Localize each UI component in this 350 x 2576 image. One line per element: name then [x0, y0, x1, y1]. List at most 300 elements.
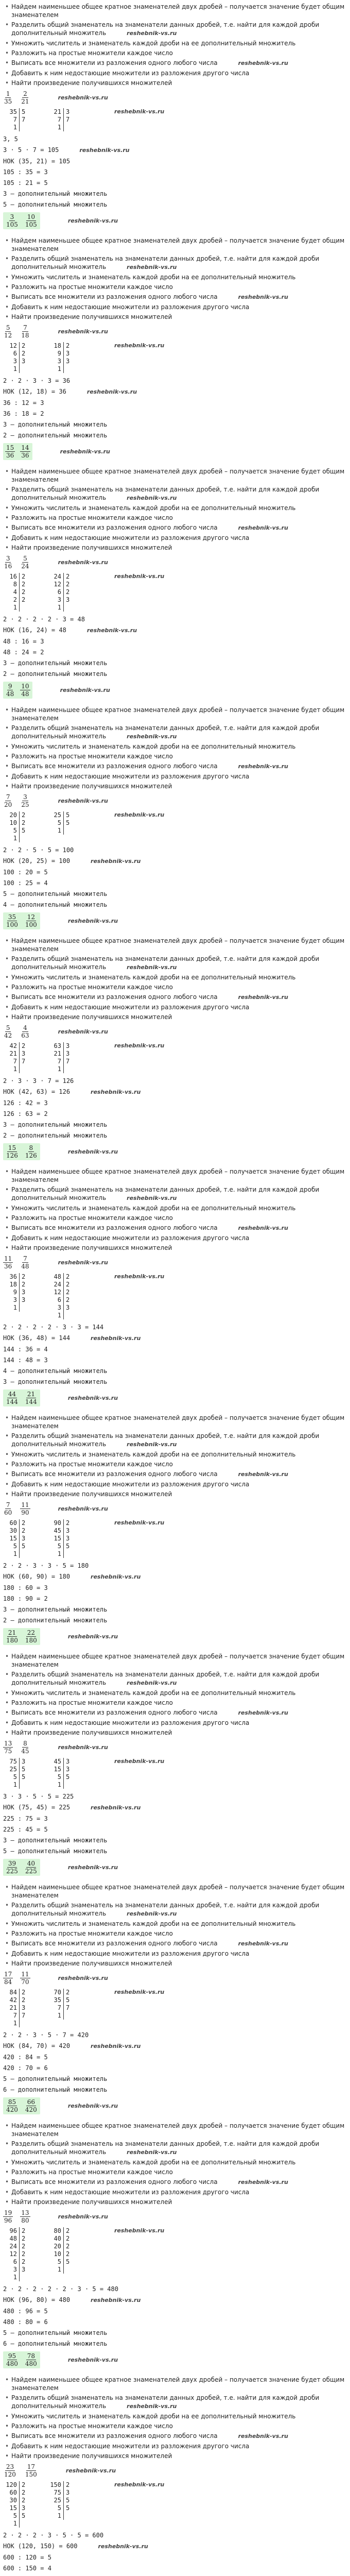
factorization-tables — [5, 811, 347, 842]
algorithm-step — [3, 2178, 347, 2187]
fraction-denominator: 420 — [6, 2106, 18, 2113]
fraction-numerator: 11 — [21, 1971, 29, 1978]
algorithm-step-text: Разделить общий знаменатель на знаменатели данных дробей, т.е. найти для каждой дроби дополнительный множитель — [11, 1432, 320, 1448]
fraction — [24, 1860, 38, 1875]
prime-factor — [20, 1304, 29, 1312]
factor-value: 6 — [49, 588, 64, 596]
fraction-numerator: 5 — [6, 324, 10, 331]
algorithm-step-text: Выписать все множители из разложения одного любого числа — [11, 524, 218, 531]
watermark: reshebnik-vs.ru — [127, 2149, 177, 2156]
factorization-table — [49, 1042, 73, 1073]
factor-value: 12 — [49, 1289, 64, 1296]
algorithm-list — [3, 1167, 347, 1252]
prime-factor: 3 — [66, 108, 70, 115]
calc-line-text: 100 : 25 = 4 — [3, 879, 48, 887]
fraction — [20, 1971, 30, 1986]
factorization-table — [5, 108, 29, 131]
prime-factor: 3 — [66, 1304, 70, 1311]
algorithm-step-text: Выписать все множители из разложения одного любого числа — [11, 293, 218, 300]
fraction-denominator: 20 — [4, 801, 12, 808]
prime-factor: 3 — [66, 1042, 70, 1049]
source-fractions — [3, 90, 347, 105]
calc-line-text: 105 : 35 = 3 — [3, 168, 48, 176]
fraction-denominator: 180 — [6, 1637, 18, 1644]
fraction — [5, 444, 15, 459]
factor-value: 70 — [49, 1989, 64, 1996]
prime-factor: 5 — [66, 1773, 70, 1781]
calc-line-text: 144 : 36 = 4 — [3, 1346, 48, 1353]
prime-factor: 2 — [22, 1042, 26, 1049]
fraction — [24, 2463, 38, 2478]
calc-line — [3, 615, 347, 624]
factor-value: 40 — [49, 2235, 64, 2243]
prime-factor: 2 — [22, 588, 26, 596]
prime-factor: 3 — [22, 1296, 26, 1303]
prime-factor: 3 — [22, 1050, 26, 1057]
prime-factor — [64, 827, 73, 835]
prime-factor: 3 — [22, 2004, 26, 2011]
result-row — [3, 2351, 347, 2368]
calc-line — [3, 157, 347, 166]
extra-multiplier-text: 3 – дополнительный множитель — [3, 421, 108, 428]
watermark: reshebnik-vs.ru — [58, 1259, 108, 1266]
prime-factor: 7 — [22, 116, 26, 123]
factor-value: 150 — [49, 2481, 64, 2489]
algorithm-step — [3, 1929, 347, 1938]
fraction-numerator: 15 — [8, 1144, 16, 1151]
algorithm-step — [3, 1699, 347, 1707]
factor-value: 48 — [49, 1273, 64, 1281]
result-fractions — [3, 1143, 40, 1160]
factor-value: 6 — [5, 350, 20, 358]
solution-block — [3, 1414, 347, 1645]
calc-line-text: 420 : 70 = 6 — [3, 2064, 48, 2072]
calc-line-text: 2 · 2 · 2 · 2 · 3 · 3 = 144 — [3, 1324, 104, 1331]
watermark: reshebnik-vs.ru — [58, 798, 108, 804]
algorithm-step-text: Найдем наименьшее общее кратное знаменателей двух дробей – получается значение будет общим знаменателем — [11, 237, 345, 252]
prime-factor: 3 — [66, 350, 70, 357]
extra-multiplier-text: 6 – дополнительный множитель — [3, 2086, 108, 2093]
calc-line-text: 600 : 120 = 5 — [3, 2554, 51, 2561]
extra-multiplier-line — [3, 2085, 347, 2094]
solution-block — [3, 2122, 347, 2368]
prime-factor: 3 — [22, 1535, 26, 1542]
algorithm-step-text: Найти произведение получившихся множителей — [11, 2198, 172, 2206]
watermark: reshebnik-vs.ru — [91, 1335, 141, 1342]
watermark: reshebnik-vs.ru — [91, 1573, 141, 1580]
factor-value: 5 — [5, 1773, 20, 1781]
fraction-denominator: 105 — [6, 221, 18, 228]
fraction-numerator: 23 — [6, 2463, 14, 2470]
fraction-denominator: 48 — [6, 690, 14, 698]
prime-factor — [64, 2012, 73, 2020]
factor-value: 24 — [49, 573, 64, 581]
prime-factor — [20, 2020, 29, 2027]
fraction — [20, 1024, 30, 1039]
factor-value: 21 — [49, 108, 64, 116]
watermark: reshebnik-vs.ru — [127, 1910, 177, 1917]
extra-multiplier-line — [3, 1377, 347, 1386]
calc-line — [3, 1792, 347, 1801]
algorithm-step — [3, 79, 347, 87]
fraction — [20, 324, 30, 339]
algorithm-step — [3, 983, 347, 991]
prime-factor — [64, 1312, 73, 1319]
algorithm-step — [3, 1883, 347, 1900]
factor-value: 30 — [5, 2497, 20, 2504]
fraction-numerator: 40 — [27, 1860, 35, 1867]
watermark: reshebnik-vs.ru — [127, 1195, 177, 1201]
factor-value: 1 — [49, 2266, 64, 2274]
calc-line-text: 2 · 3 · 3 · 7 = 126 — [3, 1077, 74, 1084]
source-fractions — [3, 1024, 347, 1039]
algorithm-step — [3, 2122, 347, 2138]
fraction-numerator: 5 — [23, 555, 27, 562]
prime-factor: 3 — [22, 2504, 26, 2512]
algorithm-step — [3, 1414, 347, 1430]
algorithm-step — [3, 993, 347, 1002]
algorithm-step-text: Разложить на простые множители каждое число — [11, 984, 173, 991]
algorithm-step — [3, 973, 347, 981]
fraction-denominator: 105 — [25, 221, 37, 228]
factor-value: 12 — [5, 342, 20, 350]
fraction — [20, 1501, 30, 1516]
watermark: reshebnik-vs.ru — [114, 573, 165, 580]
calc-line — [3, 856, 347, 866]
algorithm-step-text: Найдем наименьшее общее кратное знаменателей двух дробей – получается значение будет общим знаменателем — [11, 1414, 345, 1430]
fraction-numerator: 21 — [8, 1629, 16, 1636]
factorization-table — [49, 811, 73, 835]
calc-line-text: 126 : 63 = 2 — [3, 1110, 48, 1117]
source-fractions — [3, 1740, 347, 1755]
algorithm-step-text: Умножить числитель и знаменатель каждой дроби на ее дополнительный множитель — [11, 40, 296, 47]
fraction — [3, 1501, 13, 1516]
result-row — [3, 912, 347, 929]
extra-multiplier-line — [3, 1846, 347, 1856]
calc-line — [3, 145, 347, 155]
prime-factor: 3 — [22, 1289, 26, 1296]
prime-factor: 5 — [66, 819, 70, 826]
factorization-table — [49, 342, 73, 373]
factor-value: 5 — [5, 1543, 20, 1550]
fraction — [5, 1391, 19, 1405]
watermark: reshebnik-vs.ru — [114, 1758, 165, 1765]
algorithm-step — [3, 1950, 347, 1958]
fraction-denominator: 36 — [4, 1263, 12, 1270]
algorithm-step-text: Найдем наименьшее общее кратное знаменателей двух дробей – получается значение будет общим знаменателем — [11, 468, 345, 483]
result-row — [3, 1628, 347, 1645]
factor-value: 42 — [5, 1996, 20, 2004]
watermark: reshebnik-vs.ru — [238, 294, 288, 300]
factor-value: 84 — [5, 1989, 20, 1996]
algorithm-step — [3, 1185, 347, 1202]
fraction-denominator: 36 — [21, 452, 29, 459]
watermark: reshebnik-vs.ru — [91, 858, 141, 865]
prime-factor: 5 — [22, 108, 26, 115]
prime-factor: 2 — [22, 1989, 26, 1996]
prime-factor: 2 — [22, 811, 26, 819]
prime-factor: 5 — [66, 2497, 70, 2504]
factor-value: 1 — [49, 365, 64, 373]
calc-line-text: 48 : 16 = 3 — [3, 638, 44, 645]
watermark: reshebnik-vs.ru — [67, 1864, 118, 1871]
fraction-denominator: 24 — [21, 563, 29, 570]
algorithm-step-text: Найдем наименьшее общее кратное знаменателей двух дробей – получается значение будет общим знаменателем — [11, 1884, 345, 1899]
algorithm-step-text: Разделить общий знаменатель на знаменатели данных дробей, т.е. найти для каждой дроби дополнительный множитель — [11, 2140, 320, 2156]
calc-line-text: 3 · 5 · 7 = 105 — [3, 146, 59, 154]
fraction-numerator: 3 — [23, 793, 27, 801]
algorithm-step — [3, 485, 347, 502]
algorithm-step — [3, 1003, 347, 1011]
prime-factor: 5 — [22, 1543, 26, 1550]
factor-value: 7 — [49, 1058, 64, 1065]
algorithm-step — [3, 514, 347, 522]
factor-value: 9 — [49, 350, 64, 358]
result-fractions — [3, 443, 32, 460]
algorithm-step-text: Выписать все множители из разложения одного любого числа — [11, 2432, 218, 2439]
factorization-table — [49, 1519, 73, 1558]
algorithm-step — [3, 706, 347, 722]
algorithm-step — [3, 1013, 347, 1021]
algorithm-step-text: Добавить к ним недостающие множители из разложения другого числа — [11, 2443, 250, 2450]
fraction-denominator: 45 — [21, 1748, 29, 1755]
algorithm-step — [3, 2158, 347, 2166]
algorithm-step-text: Умножить числитель и знаменатель каждой дроби на ее дополнительный множитель — [11, 2159, 296, 2166]
factor-value: 25 — [5, 1766, 20, 1773]
algorithm-step-text: Разделить общий знаменатель на знаменатели данных дробей, т.е. найти для каждой дроби дополнительный множитель — [11, 255, 320, 270]
calc-line-text: НОК (42, 63) = 126 — [3, 1088, 71, 1095]
algorithm-step-text: Умножить числитель и знаменатель каждой дроби на ее дополнительный множитель — [11, 1205, 296, 1212]
calc-line — [3, 2564, 347, 2573]
algorithm-step — [3, 1728, 347, 1737]
fraction — [24, 1629, 38, 1644]
algorithm-step — [3, 1234, 347, 1242]
fraction-numerator: 17 — [4, 1971, 12, 1978]
fraction-numerator: 66 — [27, 2098, 35, 2106]
prime-factor: 2 — [66, 581, 70, 588]
watermark: reshebnik-vs.ru — [238, 1225, 288, 1231]
algorithm-step — [3, 1204, 347, 1212]
calc-line-text: 225 : 75 = 3 — [3, 1815, 48, 1822]
fraction — [20, 444, 30, 459]
fraction — [3, 324, 13, 339]
factor-value: 80 — [49, 2227, 64, 2235]
result-fractions — [3, 1389, 40, 1406]
extra-multiplier-text: 5 – дополнительный множитель — [3, 2075, 108, 2082]
prime-factor: 7 — [66, 2004, 70, 2011]
watermark: reshebnik-vs.ru — [67, 1148, 118, 1155]
fraction-numerator: 3 — [6, 555, 10, 562]
watermark: reshebnik-vs.ru — [127, 1441, 177, 1448]
fraction — [5, 913, 19, 928]
extra-multiplier-text: 6 – дополнительный множитель — [3, 2340, 108, 2347]
fraction-denominator: 120 — [4, 2471, 16, 2478]
algorithm-step-text: Добавить к ним недостающие множители из разложения другого числа — [11, 1719, 250, 1726]
factor-value: 1 — [5, 1550, 20, 1558]
calc-line-text: НОК (35, 21) = 105 — [3, 158, 71, 165]
algorithm-step — [3, 303, 347, 311]
extra-multiplier-text: 2 – дополнительный множитель — [3, 432, 108, 439]
algorithm-step — [3, 1214, 347, 1222]
factor-value: 12 — [49, 581, 64, 588]
fraction — [20, 793, 30, 808]
algorithm-step-text: Найти произведение получившихся множителей — [11, 544, 172, 551]
calc-line-text: 36 : 18 = 2 — [3, 410, 44, 417]
factor-value: 1 — [49, 2012, 64, 2020]
extra-multiplier-line — [3, 431, 347, 440]
fraction-denominator: 144 — [25, 1398, 37, 1405]
algorithm-step — [3, 1652, 347, 1669]
calc-line — [3, 2053, 347, 2062]
algorithm-step — [3, 1939, 347, 1948]
factor-value: 1 — [5, 1304, 20, 1312]
algorithm-step — [3, 523, 347, 532]
fraction-numerator: 35 — [8, 913, 16, 921]
prime-factor: 2 — [22, 2481, 26, 2488]
calc-line — [3, 868, 347, 877]
factor-value: 45 — [49, 1527, 64, 1535]
algorithm-step — [3, 2422, 347, 2430]
prime-factor: 2 — [66, 1289, 70, 1296]
fraction-numerator: 11 — [21, 1501, 29, 1509]
factor-value: 5 — [49, 2258, 64, 2266]
factor-value: 5 — [49, 819, 64, 827]
fraction-denominator: 420 — [25, 2106, 37, 2113]
factor-value: 15 — [49, 1766, 64, 1773]
calc-line — [3, 878, 347, 888]
algorithm-step-text: Добавить к ним недостающие множители из разложения другого числа — [11, 534, 250, 541]
calc-line-text: 180 : 90 = 2 — [3, 1595, 48, 1602]
fraction — [20, 1255, 30, 1270]
fraction — [24, 1391, 38, 1405]
algorithm-step-text: Разложить на простые множители каждое число — [11, 49, 173, 57]
factor-value: 25 — [49, 2497, 64, 2504]
extra-multiplier-line — [3, 2339, 347, 2348]
algorithm-step-text: Добавить к ним недостающие множители из разложения другого числа — [11, 1004, 250, 1011]
fraction-numerator: 3 — [10, 213, 14, 221]
extra-multiplier-line — [3, 1366, 347, 1376]
fraction-denominator: 60 — [4, 1509, 12, 1516]
fraction — [3, 793, 13, 808]
calc-line — [3, 1333, 347, 1343]
fraction-denominator: 100 — [6, 921, 18, 928]
fraction — [20, 2209, 30, 2224]
algorithm-step — [3, 1432, 347, 1449]
factor-value: 1 — [49, 827, 64, 835]
fraction — [20, 555, 30, 570]
algorithm-step — [3, 2412, 347, 2420]
algorithm-step — [3, 782, 347, 790]
prime-factor: 2 — [22, 1527, 26, 1534]
extra-multiplier-text: 5 – дополнительный множитель — [3, 890, 108, 897]
prime-factor: 5 — [66, 1996, 70, 2004]
fraction — [24, 213, 38, 228]
fraction — [5, 683, 15, 698]
solution-block — [3, 467, 347, 699]
calc-line — [3, 178, 347, 188]
prime-factor: 5 — [22, 2512, 26, 2519]
factor-value: 16 — [5, 573, 20, 581]
fraction — [20, 90, 30, 105]
extra-multiplier-line — [3, 889, 347, 899]
factorization-table — [49, 1273, 73, 1319]
algorithm-step-text: Разложить на простые множители каждое число — [11, 283, 173, 291]
prime-factor: 2 — [22, 581, 26, 588]
calc-line-text: НОК (20, 25) = 100 — [3, 857, 71, 865]
prime-factor — [20, 1065, 29, 1073]
result-fractions — [3, 2351, 40, 2368]
watermark: reshebnik-vs.ru — [58, 1744, 108, 1751]
prime-factor: 3 — [22, 358, 26, 365]
factorization-table — [5, 2227, 29, 2281]
factor-value: 21 — [5, 1050, 20, 1058]
calc-line-text: НОК (96, 80) = 480 — [3, 2296, 71, 2303]
algorithm-list — [3, 937, 347, 1021]
algorithm-step-text: Выписать все множители из разложения одного любого числа — [11, 2178, 218, 2185]
fraction-numerator: 44 — [8, 1391, 16, 1398]
factor-value: 75 — [49, 2489, 64, 2497]
watermark: reshebnik-vs.ru — [127, 733, 177, 740]
watermark: reshebnik-vs.ru — [238, 524, 288, 531]
calc-line — [3, 1345, 347, 1354]
factor-value: 63 — [49, 1042, 64, 1050]
extra-multiplier-line — [3, 658, 347, 668]
factor-value: 1 — [5, 1781, 20, 1789]
algorithm-step-text: Умножить числитель и знаменатель каждой дроби на ее дополнительный множитель — [11, 2413, 296, 2420]
algorithm-step — [3, 1490, 347, 1498]
result-fractions — [3, 2097, 40, 2114]
calc-line — [3, 1572, 347, 1582]
fraction-denominator: 12 — [4, 332, 12, 339]
prime-factor: 2 — [66, 2235, 70, 2242]
fraction-numerator: 15 — [6, 444, 14, 451]
extra-multiplier-text: 2 – дополнительный множитель — [3, 670, 108, 677]
algorithm-step — [3, 772, 347, 781]
algorithm-step-text: Умножить числитель и знаменатель каждой дроби на ее дополнительный множитель — [11, 974, 296, 981]
prime-factor: 2 — [66, 2227, 70, 2234]
algorithm-step-text: Умножить числитель и знаменатель каждой дроби на ее дополнительный множитель — [11, 743, 296, 750]
extra-multiplier-text: 3 – дополнительный множитель — [3, 1837, 108, 1844]
calc-line — [3, 2063, 347, 2073]
algorithm-step-text: Найти произведение получившихся множителей — [11, 1013, 172, 1021]
watermark: reshebnik-vs.ru — [60, 687, 110, 693]
fraction — [3, 1740, 13, 1755]
algorithm-step-text: Разложить на простые множители каждое число — [11, 1930, 173, 1937]
source-fractions — [3, 555, 347, 570]
calc-line — [3, 625, 347, 635]
prime-factor: 2 — [22, 1996, 26, 2004]
factor-value: 7 — [49, 2004, 64, 2012]
fraction-numerator: 13 — [21, 2209, 29, 2216]
prime-factor: 7 — [22, 2012, 26, 2019]
factor-value: 21 — [5, 2004, 20, 2012]
prime-factor: 5 — [22, 827, 26, 834]
factor-value: 10 — [49, 2250, 64, 2258]
algorithm-step-text: Разделить общий знаменатель на знаменатели данных дробей, т.е. найти для каждой дроби дополнительный множитель — [11, 1186, 320, 1201]
watermark: reshebnik-vs.ru — [67, 1395, 118, 1401]
factor-value: 1 — [49, 1550, 64, 1558]
watermark: reshebnik-vs.ru — [58, 1975, 108, 1981]
algorithm-step-text: Добавить к ним недостающие множители из разложения другого числа — [11, 1481, 250, 1488]
fraction-numerator: 85 — [8, 2098, 16, 2106]
calc-line — [3, 387, 347, 397]
calc-line — [3, 2317, 347, 2327]
algorithm-step — [3, 2442, 347, 2450]
fraction-denominator: 63 — [21, 1032, 29, 1039]
fraction-denominator: 100 — [25, 921, 37, 928]
factorization-tables — [5, 1042, 347, 1073]
fraction-denominator: 84 — [4, 1978, 12, 1986]
